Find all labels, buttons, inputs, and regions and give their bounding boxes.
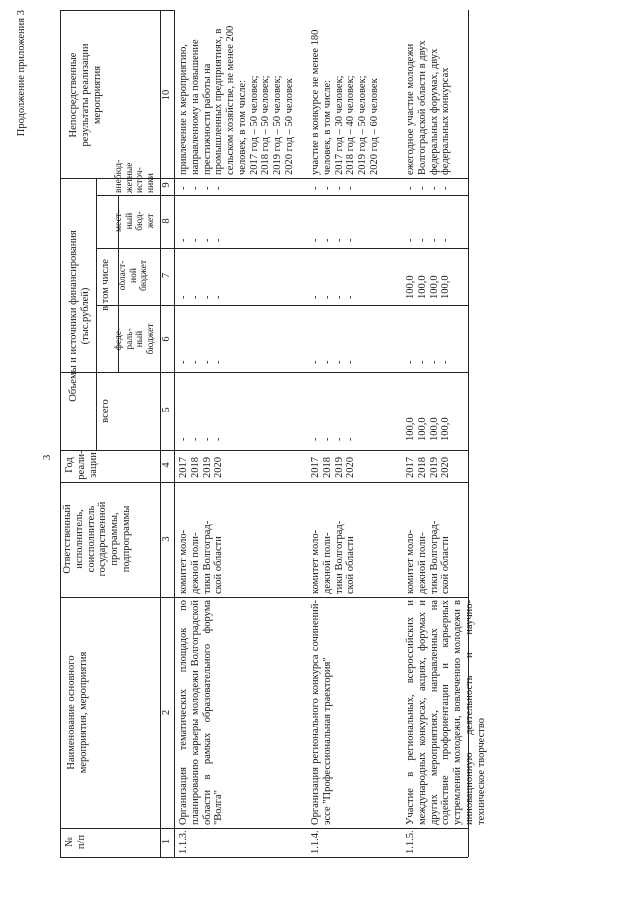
header-total: всего	[100, 399, 111, 423]
col-number: 1	[161, 838, 172, 845]
header-federal: феде- раль- ный бюджет	[114, 323, 156, 355]
row-federal: - - - -	[405, 360, 452, 364]
row-activity-name: Участие в региональных, всероссийских и международных конкурсах, акциях, форумах и других мероприятиях, направленных на содействие профориентации и карьерных устремлений молодежи, вовлечению молодежи в инновационную деятельность и научно-техническое творчество	[405, 600, 487, 825]
row-extra: - - - -	[405, 186, 452, 190]
row-regional: - - - -	[178, 295, 225, 299]
row-result: привлечение к мероприятию, направленному на повышение престижности работы на промышленных предприятиях, в сельском хозяйстве, не менее 200 человек, в том числе: 2017 год – 50 человек; 2018 год – 50 человек; 2019 год – 50 человек; 2020 год – 50 человек	[178, 25, 295, 175]
col-number: 10	[161, 89, 172, 101]
row-federal: - - - -	[310, 360, 357, 364]
col-number: 3	[161, 536, 172, 542]
header-extra: внебюд- жетные источ- ники	[114, 159, 156, 193]
row-total: - - - -	[310, 437, 357, 441]
row-total: - - - -	[178, 437, 225, 441]
row-executor: комитет моло- дежной поли- тики Волгоград- ской области	[178, 520, 225, 594]
row-regional: - - - -	[310, 295, 357, 299]
col-number: 8	[161, 218, 172, 224]
header-funding: Объемы и источники финансирования (тыс.рублей)	[68, 230, 91, 402]
col-number: 5	[161, 407, 172, 413]
row-activity-name: Организация тематических площадок по планированию карьеры молодежи Волгоградской области в рамках образовательного форума "Волга"	[178, 600, 225, 825]
row-federal: - - - -	[178, 360, 225, 364]
header-local: мест- ный бюд- жет	[114, 210, 156, 232]
row-years: 2017 2018 2019 2020	[178, 457, 225, 478]
header-name: Наименование основного мероприятия, мероприятия	[66, 651, 89, 774]
page-number: 3	[42, 454, 53, 460]
col-number: 4	[161, 462, 172, 468]
row-number: 1.1.3.	[178, 830, 189, 854]
header-in-that: в том числе	[100, 259, 111, 311]
row-executor: комитет моло- дежной поли- тики Волгоград- ской области	[405, 520, 452, 594]
header-executor: Ответственный исполнитель, соисполнитель государственной программы, подпрограммы	[62, 501, 132, 577]
row-extra: - - - -	[310, 186, 357, 190]
row-years: 2017 2018 2019 2020	[310, 457, 357, 478]
header-regional: област- ной бюджет	[118, 259, 150, 292]
row-number: 1.1.4.	[310, 830, 321, 854]
row-years: 2017 2018 2019 2020	[405, 457, 452, 478]
row-regional: 100,0 100,0 100,0 100,0	[405, 275, 452, 299]
header-year: Год реали- зации	[64, 450, 99, 480]
row-total: 100,0 100,0 100,0 100,0	[405, 417, 452, 441]
header-num: № п/п	[64, 834, 87, 850]
row-result: ежегодное участие молодежи Волгоградской области в двух федеральных форумах, двух федеральных конкурсах	[405, 37, 452, 175]
col-number: 7	[161, 272, 172, 279]
row-result: участие в конкурсе не менее 180 человек, в том числе: 2017 год – 30 человек; 2018 год – 40 человек; 2019 год – 50 человек; 2020 год – 60 человек	[310, 29, 380, 175]
col-number: 9	[161, 182, 172, 188]
row-local: - - - -	[405, 238, 452, 242]
row-extra: - - - -	[178, 186, 225, 190]
header-results: Непосредственные результаты реализации мероприятия	[68, 43, 103, 147]
row-local: - - - -	[178, 238, 225, 242]
row-activity-name: Организация регионального конкурса сочинений-эссе "Профессиональная траектория"	[310, 600, 333, 825]
row-local: - - - -	[310, 238, 357, 242]
continuation-title: Продолжение приложения 3	[16, 10, 27, 137]
col-number: 2	[161, 709, 172, 716]
col-number: 6	[161, 336, 172, 342]
row-number: 1.1.5.	[405, 830, 416, 854]
row-executor: комитет моло- дежной поли- тики Волгоград- ской области	[310, 520, 357, 594]
